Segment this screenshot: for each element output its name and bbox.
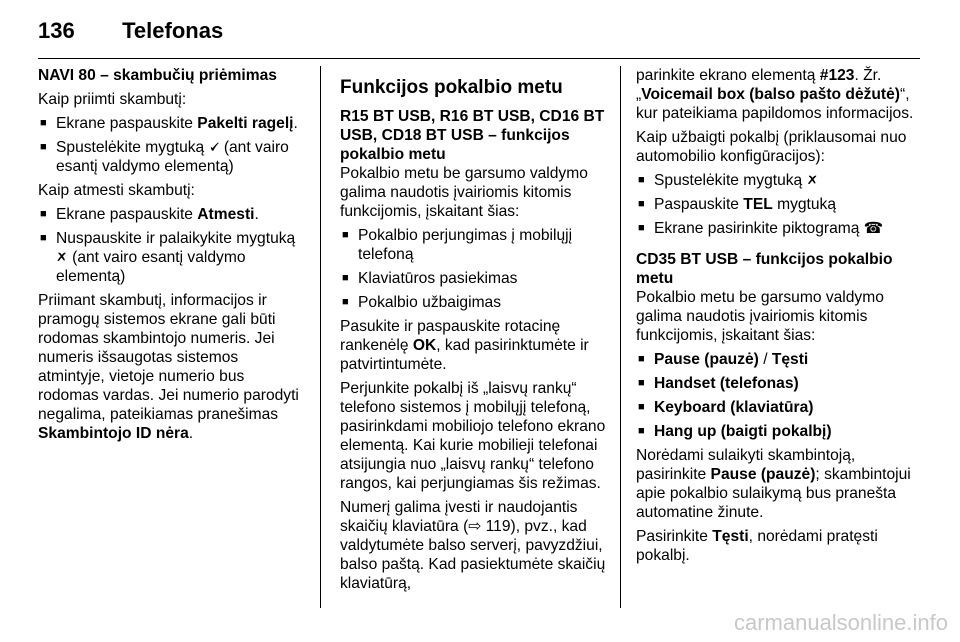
hang-up-icon: ☎	[863, 220, 884, 237]
subsection-heading: R15 BT USB, R16 BT USB, CD16 BT USB, CD18 BT USB – funkcijos pokalbio metu	[340, 108, 605, 163]
page-title: Telefonas	[122, 18, 224, 43]
answer-call-icon: 🗸	[208, 139, 220, 156]
accept-list	[38, 114, 306, 176]
page-header	[38, 18, 223, 44]
page-number: 136	[38, 18, 75, 43]
end-call-list	[636, 171, 922, 238]
column-1	[38, 66, 306, 448]
list-item: ■ Paspauskite TEL mygtuką	[636, 195, 922, 214]
list-item: ■ Ekrane pasirinkite piktogramą ☎	[636, 219, 922, 238]
end-call-icon: 🗴	[806, 172, 819, 189]
list-item: ■ Handset (telefonas)	[636, 374, 922, 393]
column-2	[340, 66, 616, 598]
subsection-heading-cd35: CD35 BT USB – funkcijos pokalbio metu	[636, 251, 893, 287]
intro-paragraph: Pokalbio metu be garsumo valdymo galima naudotis įvairiomis kitomis funkcijomis, įskaitant šias:	[340, 165, 588, 220]
section-title: Funkcijos pokalbio metu	[340, 77, 563, 98]
watermark: carmanualsonline.info	[733, 610, 948, 635]
voicemail-paragraph: parinkite ekrano elementą #123. Žr. „Voicemail box (balso pašto dėžutė)“, kur pateikiama papildomos informacijos.	[636, 67, 914, 122]
column-divider-2	[620, 66, 621, 608]
list-item: ■ Ekrane paspauskite Pakelti ragelį.	[38, 114, 306, 133]
list-item: ■ Pause (pauzė) / Tęsti	[636, 350, 922, 369]
list-item: ■ Nuspauskite ir palaikykite mygtuką 🗴 (ant vairo esantį valdymo elementą)	[38, 229, 306, 286]
list-item: ■ Pokalbio perjungimas į mobilųjį telefoną	[340, 226, 616, 264]
keypad-paragraph: Numerį galima įvesti ir naudojantis skaičių klaviatūra (⇨ 119), pvz., kad valdytumėte balso serverį, pavyzdžiui, balso paštą. Kad pasiektumėte skaičių klaviatūrą,	[340, 499, 606, 592]
accept-intro: Kaip priimti skambutį:	[38, 91, 187, 108]
reject-intro: Kaip atmesti skambutį:	[38, 182, 195, 199]
end-call-intro: Kaip užbaigti pokalbį (priklausomai nuo automobilio konfigūracijos):	[636, 129, 907, 165]
column-3	[636, 66, 922, 570]
list-item: ■ Spustelėkite mygtuką 🗴	[636, 171, 922, 190]
column-divider-1	[320, 66, 321, 608]
list-item: ■ Pokalbio užbaigimas	[340, 293, 616, 312]
resume-paragraph: Pasirinkite Tęsti, norėdami pratęsti pokalbį.	[636, 528, 878, 564]
reject-list	[38, 205, 306, 286]
cd35-features-list	[636, 350, 922, 441]
list-item: ■ Ekrane paspauskite Atmesti.	[38, 205, 306, 224]
list-item: ■ Hang up (baigti pokalbį)	[636, 422, 922, 441]
list-item: ■ Spustelėkite mygtuką 🗸 (ant vairo esantį valdymo elementą)	[38, 138, 306, 176]
list-item: ■ Keyboard (klaviatūra)	[636, 398, 922, 417]
reject-call-icon: 🗴	[56, 249, 68, 266]
rotary-paragraph: Pasukite ir paspauskite rotacinę rankenėlę OK, kad pasirinktumėte ir patvirtintumėte.	[340, 318, 589, 373]
caller-info-paragraph: Priimant skambutį, informacijos ir pramogų sistemos ekrane gali būti rodomas skambintojo numeris. Jei numeris išsaugotas sistemos atmintyje, vietoje numerio bus rodomas vardas. Jei numerio parodyti negalima, pateikiamas pranešimas Skambintojo ID nėra.	[38, 292, 299, 442]
handsfree-paragraph: Perjunkite pokalbį iš „laisvų rankų“ telefono sistemos į mobilųjį telefoną, pasirinkdami mobiliojo telefono ekrano elementą. Kai kurie mobilieji telefonai atsijungia nuo „laisvų rankų“ telefono rangos, kai perjungiamas šis režimas.	[340, 380, 606, 492]
header-rule	[38, 58, 920, 59]
features-list	[340, 226, 616, 312]
section-heading: NAVI 80 – skambučių priėmimas	[38, 67, 277, 84]
intro-paragraph-cd35: Pokalbio metu be garsumo valdymo galima naudotis įvairiomis kitomis funkcijomis, įskaitant šias:	[636, 289, 884, 344]
pause-paragraph: Norėdami sulaikyti skambintoją, pasirinkite Pause (pauzė); skambintojui apie pokalbio sulaikymą bus pranešta automatine žinute.	[636, 447, 911, 521]
list-item: ■ Klaviatūros pasiekimas	[340, 269, 616, 288]
